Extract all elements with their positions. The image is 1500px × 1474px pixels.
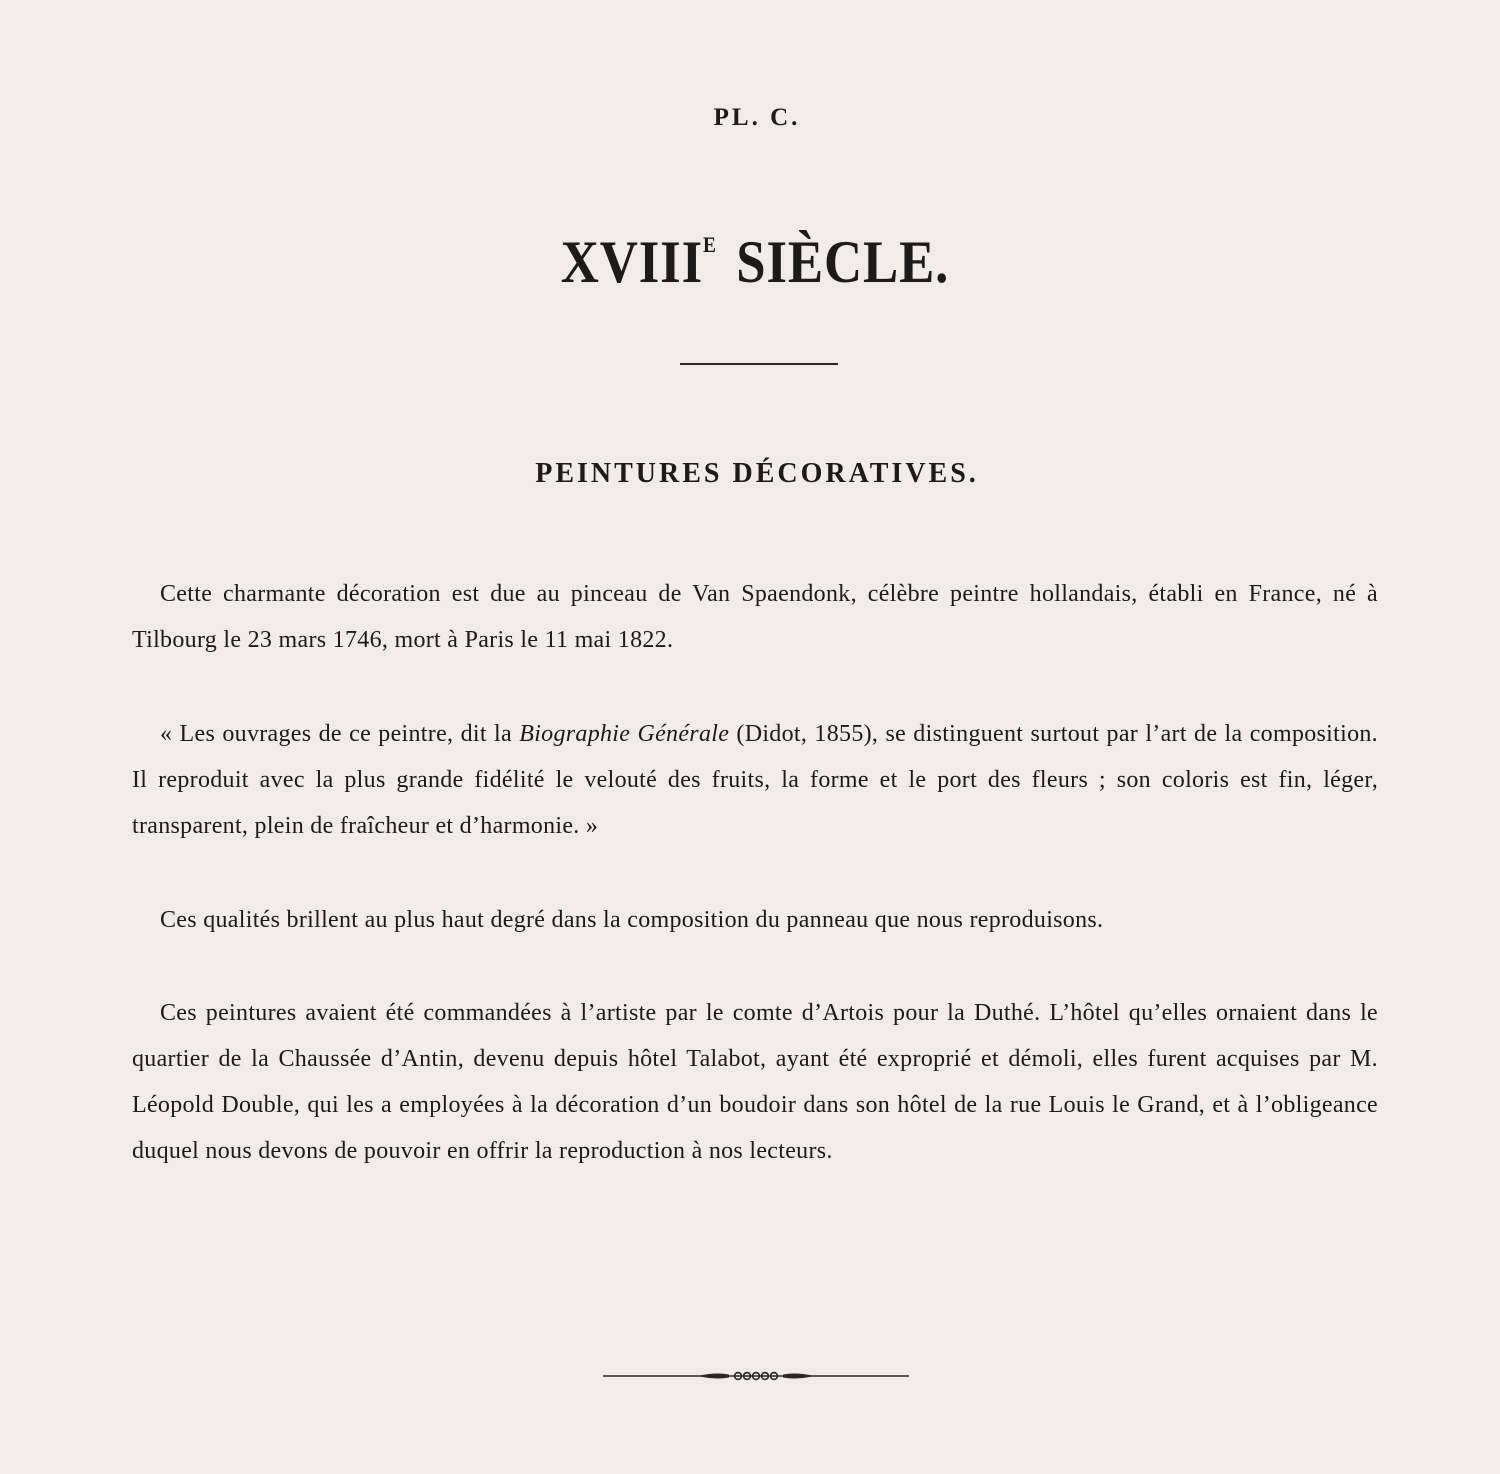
paragraph-2-text-start: « Les ouvrages de ce peintre, dit la [160,721,520,747]
section-subtitle: PEINTURES DÉCORATIVES. [535,458,979,489]
book-title: Biographie Générale [519,721,730,747]
paragraph-2 [132,711,1378,849]
tail-ornament [603,1367,909,1383]
plate-number: PL. C. [713,104,801,131]
century-numeral: XVIII [560,229,704,295]
paragraph-1 [132,571,1378,663]
paragraph-3-text: Ces qualités brillent au plus haut degré dans la composition du panneau que nous reproduisons. [160,907,1104,933]
century-superscript: E [703,232,717,257]
paragraph-2-text-end: (Didot, 1855), se distinguent surtout par l’art de la composition. Il reproduit avec la plus grande fidélité le velouté des fruits, la forme et le port des fleurs ; son coloris est fin, léger, transparent, plein de fraîcheur et d’harmonie. » [132,721,1378,839]
paragraph-3 [132,897,1378,943]
title-rule [680,363,838,365]
paragraph-1-text: Cette charmante décoration est due au pinceau de Van Spaendonk, célèbre peintre hollandais, établi en France, né à Tilbourg le 23 mars 1746, mort à Paris le 11 mai 1822. [132,581,1378,653]
paragraph-4-text: Ces peintures avaient été commandées à l’artiste par le comte d’Artois pour la Duthé. L’hôtel qu’elles ornaient dans le quartier de la Chaussée d’Antin, devenu depuis hôtel Talabot, ayant été exproprié et démoli, elles furent acquises par M. Léopold Double, qui les a employées à la décoration d’un boudoir dans son hôtel de la rue Louis le Grand, et à l’obligeance duquel nous devons de pouvoir en offrir la reproduction à nos lecteurs. [132,1000,1378,1164]
century-heading [91,228,1420,297]
century-word: SIÈCLE. [736,229,950,295]
paragraph-4 [132,990,1378,1174]
